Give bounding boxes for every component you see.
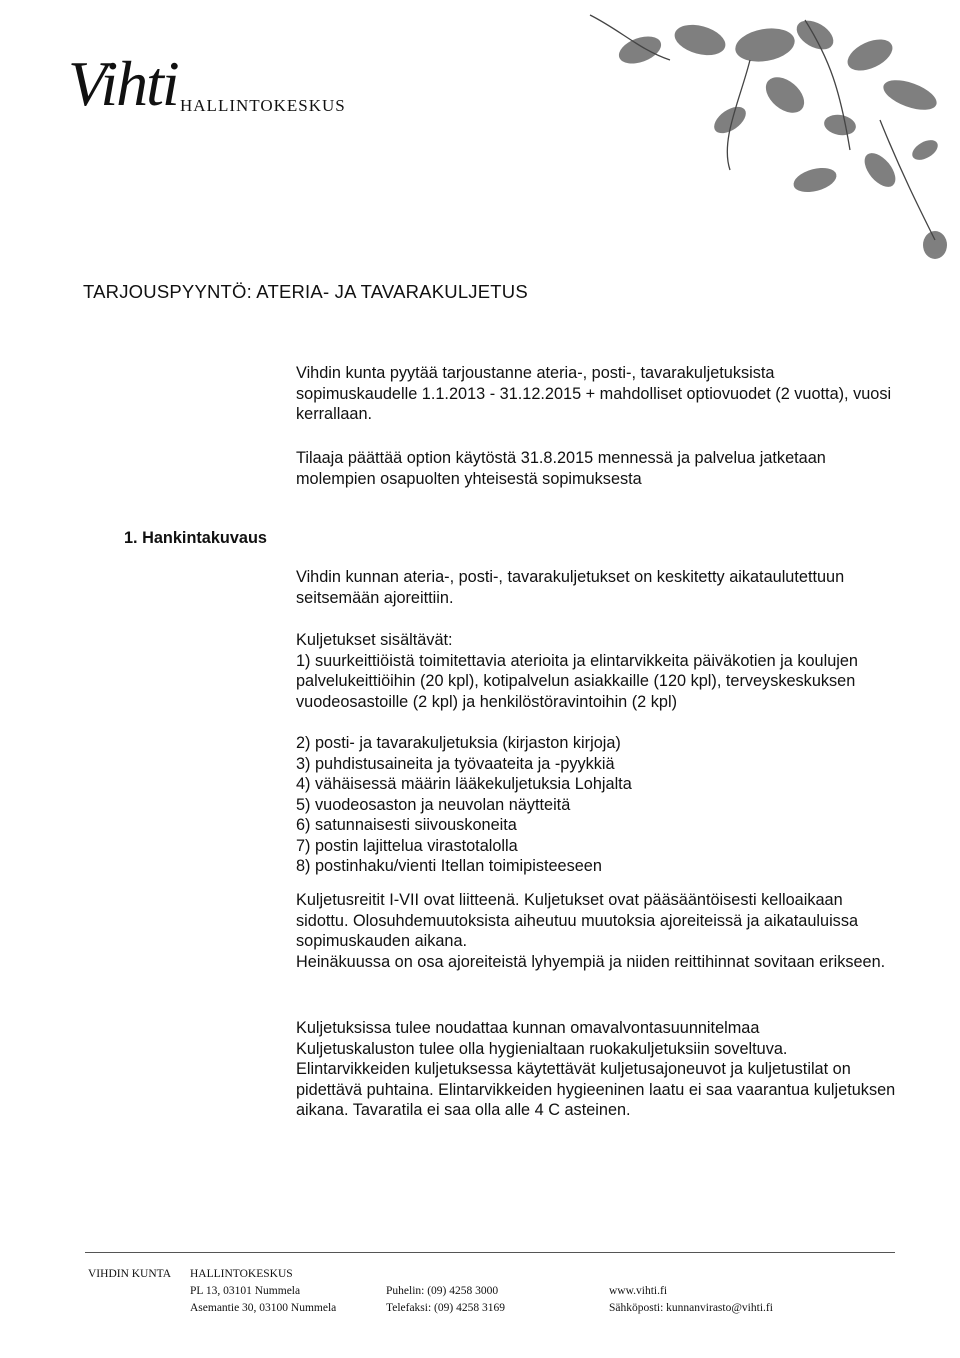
footer-address bbox=[190, 1266, 336, 1317]
footer-spacer bbox=[386, 1266, 505, 1283]
footer-web bbox=[609, 1266, 773, 1317]
july-text: Heinäkuussa on osa ajoreiteistä lyhyempiä ja niiden reittihinnat sovitaan erikseen. bbox=[296, 952, 886, 971]
vehicle-requirements-text: Kuljetuskaluston tulee olla hygienialtaan ruokakuljetuksiin soveltuva. Elintarvikkeiden kuljetuksessa käytettävät kuljetusajoneuvot ja kuljetustilat on pidettävä puhtaina. Elintarvikkeiden hygieeninen laatu ei saa vaarantua kuljetuksen aikana. Tavaratila ei saa olla alle 4 C asteinen. bbox=[296, 1039, 896, 1119]
footer-po-box: PL 13, 03101 Nummela bbox=[190, 1285, 301, 1297]
list-item: 3) puhdistusaineita ja työvaateita ja -pyykkiä bbox=[296, 754, 615, 773]
intro-text-2: Tilaaja päättää option käytöstä 31.8.2015 mennessä ja palvelua jatketaan molempien osapuolten yhteisestä sopimuksesta bbox=[296, 449, 826, 488]
footer-phones bbox=[386, 1266, 505, 1317]
section-text-1: Vihdin kunnan ateria-, posti-, tavarakuljetukset on keskitetty aikataulutettuun seitsemään ajoreittiin. bbox=[296, 568, 845, 607]
list-item: 2) posti- ja tavarakuljetuksia (kirjaston kirjoja) bbox=[296, 734, 621, 752]
footer-street: Asemantie 30, 03100 Nummela bbox=[190, 1302, 337, 1314]
list-item: 8) postinhaku/vienti Itellan toimipisteeseen bbox=[296, 857, 602, 875]
footer-org bbox=[88, 1266, 171, 1283]
footer-phone: Puhelin: (09) 4258 3000 bbox=[386, 1285, 499, 1297]
footer-spacer bbox=[609, 1266, 773, 1283]
footer-fax: Telefaksi: (09) 4258 3169 bbox=[386, 1302, 505, 1314]
contents-label: Kuljetukset sisältävät: bbox=[296, 631, 453, 649]
list-item: 4) vähäisessä määrin lääkekuljetuksia Lohjalta bbox=[296, 775, 632, 793]
footer-website-link[interactable]: www.vihti.fi bbox=[609, 1285, 668, 1297]
footer-dept: HALLINTOKESKUS bbox=[190, 1268, 293, 1280]
intro-text-1: Vihdin kunta pyytää tarjoustanne ateria-, posti-, tavarakuljetuksista sopimuskaudelle 1.1.2013 - 31.12.2015 + mahdolliset optiovuodet (2 vuotta), vuosi kerrallaan. bbox=[296, 364, 892, 423]
logo-tagline: HALLINTOKESKUS bbox=[180, 96, 346, 115]
leaves-decoration-icon bbox=[580, 0, 960, 270]
transport-list bbox=[296, 733, 632, 877]
footer-email-link[interactable]: Sähköposti: kunnanvirasto@vihti.fi bbox=[609, 1302, 773, 1314]
footer-org-name: VIHDIN KUNTA bbox=[88, 1268, 172, 1280]
section-paragraph-1 bbox=[296, 567, 896, 608]
routes-text: Kuljetusreitit I-VII ovat liitteenä. Kuljetukset ovat pääsääntöisesti kelloaikaan sidottu. Olosuhdemuutoksista aiheutuu muutoksia ajoreiteissä ja aikatauluissa sopimuskauden aikana. bbox=[296, 891, 859, 950]
section-paragraph-4 bbox=[296, 1018, 896, 1121]
list-item: 7) postin lajittelua virastotalolla bbox=[296, 836, 518, 855]
list-item-1: 1) suurkeittiöistä toimitettavia aterioita ja elintarvikkeita päiväkotien ja koulujen palvelukeittiöihin (20 kpl), kotipalvelun asiakkaille (120 kpl), terveyskeskuksen vuodeosastoille (2 kpl) ja henkilöstöravintoihin (2 kpl) bbox=[296, 651, 858, 711]
section-heading: 1. Hankintakuvaus bbox=[124, 529, 267, 547]
section-paragraph-2 bbox=[296, 630, 896, 712]
hygiene-plan-text: Kuljetuksissa tulee noudattaa kunnan omavalvontasuunnitelmaa bbox=[296, 1019, 760, 1037]
vihti-logo: Vihti bbox=[68, 48, 178, 119]
list-item: 5) vuodeosaston ja neuvolan näytteitä bbox=[296, 795, 571, 814]
footer-divider bbox=[85, 1252, 895, 1253]
document-title: TARJOUSPYYNTÖ: ATERIA- JA TAVARAKULJETUS bbox=[83, 281, 528, 302]
intro-paragraph-2 bbox=[296, 448, 896, 489]
section-paragraph-3 bbox=[296, 890, 896, 972]
intro-paragraph-1 bbox=[296, 363, 896, 425]
list-item: 6) satunnaisesti siivouskoneita bbox=[296, 816, 517, 834]
